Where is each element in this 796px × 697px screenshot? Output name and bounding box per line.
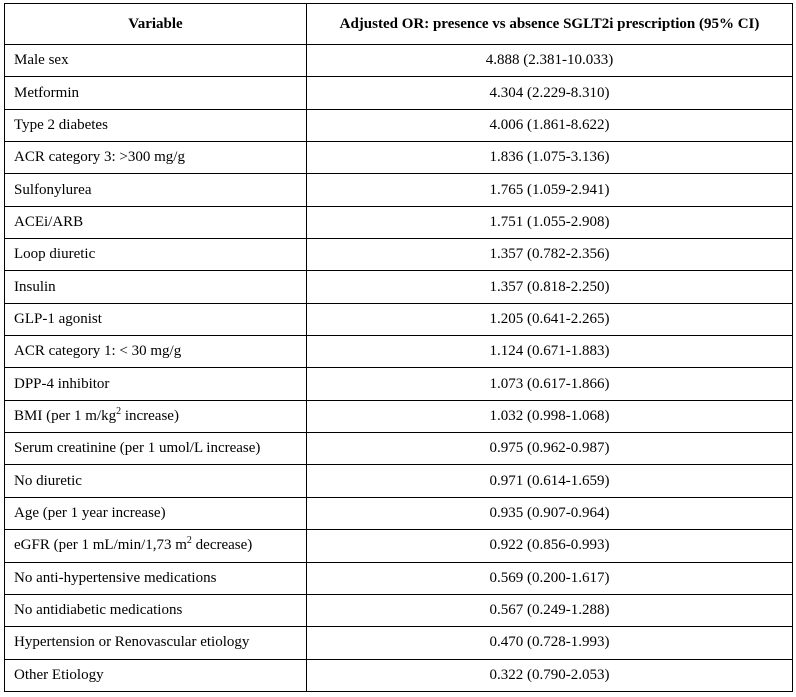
variable-cell: GLP-1 agonist [5, 303, 307, 335]
variable-cell: Other Etiology [5, 659, 307, 691]
superscript: 2 [116, 405, 122, 417]
odds-ratio-cell: 4.006 (1.861-8.622) [307, 109, 793, 141]
variable-text: eGFR (per 1 mL/min/1,73 m [14, 537, 187, 554]
variable-cell: Hypertension or Renovascular etiology [5, 627, 307, 659]
odds-ratio-cell: 1.751 (1.055-2.908) [307, 206, 793, 238]
variable-cell: ACR category 3: >300 mg/g [5, 142, 307, 174]
table-row [5, 336, 793, 368]
variable-cell: DPP-4 inhibitor [5, 368, 307, 400]
odds-ratio-cell: 0.567 (0.249-1.288) [307, 594, 793, 626]
odds-ratio-cell: 0.322 (0.790-2.053) [307, 659, 793, 691]
table-row [5, 400, 793, 432]
odds-ratio-table [4, 3, 793, 692]
variable-cell: No diuretic [5, 465, 307, 497]
variable-cell: Age (per 1 year increase) [5, 497, 307, 529]
odds-ratio-cell: 4.304 (2.229-8.310) [307, 77, 793, 109]
variable-cell: Sulfonylurea [5, 174, 307, 206]
table-row [5, 45, 793, 77]
table-row [5, 368, 793, 400]
header-odds-ratio: Adjusted OR: presence vs absence SGLT2i prescription (95% CI) [307, 4, 793, 45]
table-row [5, 627, 793, 659]
table-row [5, 465, 793, 497]
odds-ratio-cell: 1.205 (0.641-2.265) [307, 303, 793, 335]
variable-cell: No anti-hypertensive medications [5, 562, 307, 594]
odds-ratio-table-container [4, 3, 792, 692]
variable-cell: Insulin [5, 271, 307, 303]
header-variable: Variable [5, 4, 307, 45]
variable-cell [5, 530, 307, 562]
odds-ratio-cell: 0.975 (0.962-0.987) [307, 433, 793, 465]
table-row [5, 239, 793, 271]
table-row [5, 433, 793, 465]
variable-text: BMI (per 1 m/kg [14, 407, 117, 424]
variable-text: increase) [121, 407, 179, 424]
table-row [5, 142, 793, 174]
table-row [5, 303, 793, 335]
odds-ratio-cell: 1.032 (0.998-1.068) [307, 400, 793, 432]
table-row [5, 77, 793, 109]
table-row [5, 530, 793, 562]
table-row [5, 109, 793, 141]
odds-ratio-cell: 0.935 (0.907-0.964) [307, 497, 793, 529]
odds-ratio-cell: 0.569 (0.200-1.617) [307, 562, 793, 594]
variable-cell: ACR category 1: < 30 mg/g [5, 336, 307, 368]
variable-text: decrease) [191, 537, 253, 554]
superscript: 2 [186, 535, 192, 547]
table-row [5, 174, 793, 206]
odds-ratio-cell: 1.357 (0.818-2.250) [307, 271, 793, 303]
variable-cell: Male sex [5, 45, 307, 77]
odds-ratio-cell: 0.922 (0.856-0.993) [307, 530, 793, 562]
odds-ratio-cell: 0.971 (0.614-1.659) [307, 465, 793, 497]
odds-ratio-cell: 1.124 (0.671-1.883) [307, 336, 793, 368]
variable-cell: Serum creatinine (per 1 umol/L increase) [5, 433, 307, 465]
odds-ratio-cell: 1.073 (0.617-1.866) [307, 368, 793, 400]
variable-cell: No antidiabetic medications [5, 594, 307, 626]
table-row [5, 594, 793, 626]
variable-cell: ACEi/ARB [5, 206, 307, 238]
table-row [5, 271, 793, 303]
table-row [5, 206, 793, 238]
variable-cell: Loop diuretic [5, 239, 307, 271]
table-header-row [5, 4, 793, 45]
odds-ratio-cell: 1.836 (1.075-3.136) [307, 142, 793, 174]
table-row [5, 562, 793, 594]
variable-cell: Metformin [5, 77, 307, 109]
table-row [5, 497, 793, 529]
odds-ratio-cell: 1.765 (1.059-2.941) [307, 174, 793, 206]
odds-ratio-cell: 0.470 (0.728-1.993) [307, 627, 793, 659]
variable-cell [5, 400, 307, 432]
odds-ratio-cell: 4.888 (2.381-10.033) [307, 45, 793, 77]
table-row [5, 659, 793, 691]
variable-cell: Type 2 diabetes [5, 109, 307, 141]
odds-ratio-cell: 1.357 (0.782-2.356) [307, 239, 793, 271]
